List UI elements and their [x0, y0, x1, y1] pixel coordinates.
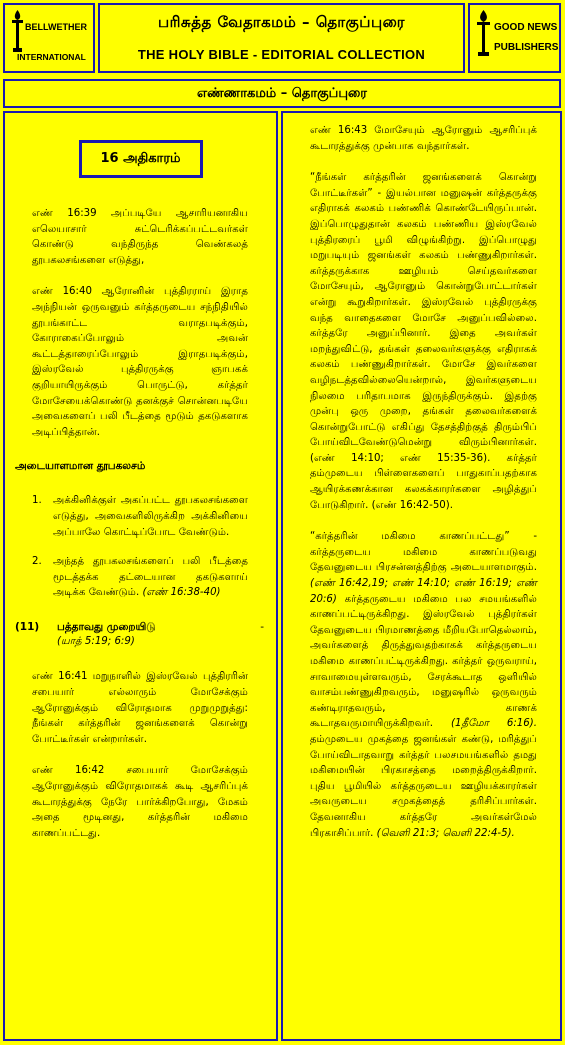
- right-para-2-ref: (எண் 14:10; எண் 15:35-36).: [310, 452, 491, 464]
- bellwether-line1: BELLWETHER: [25, 22, 87, 32]
- good-news-line1: GOOD NEWS: [493, 22, 557, 33]
- list-num: 2.: [32, 556, 42, 568]
- right-para-3c-text: தம்முடைய முகத்தை ஜனங்கள் கண்டு, மரித்துப் போய்விடாதவாறு கர்த்தர் பலசமயங்களில் தமது மகிமையின் பிரகாசத்தை மறைத்திருக்கிறார். புதிய பூமியில் கர்த்தருடைய ஊழியக்காரர்கள் அவருடைய சமுகத்தைத் தரிசிப்பார்கள். தேவனாகிய கர்த்தரே அவர்கள்மேல் பிரகாசிப்பார்.: [310, 733, 537, 839]
- left-para-4: எண் 16:42 சபையார் மோசேக்கும் ஆரோனுக்கும் விரோதமாகக் கூடி ஆசரிப்புக் கூடாரத்துக்கு நேரே பார்க்கிறபோது, மேகம் அதை மூடினது, கர்த்தரின் மகிமை காணப்பட்டது.: [32, 765, 248, 839]
- title-english: THE HOLY BIBLE - EDITORIAL COLLECTION: [137, 47, 426, 62]
- bellwether-logo: [3, 3, 95, 73]
- right-column: [281, 111, 562, 1041]
- list-text-body: அந்தத் தூபகலசங்களைப் பலி பீடத்தை மூடத்தக்க தட்டையான தகடுகளாய் அடிக்க வேண்டும்.: [53, 556, 248, 599]
- list-item: [5, 493, 276, 540]
- right-para-3b-ref: (1தீமோ 6:16).: [451, 718, 537, 730]
- title-tamil: பரிசுத்த வேதாகமம் – தொகுப்புரை: [157, 13, 406, 31]
- header: [0, 0, 565, 76]
- right-para-2b-ref: (எண் 16:42-50).: [371, 499, 453, 511]
- section-11-dash: -: [260, 620, 264, 633]
- title-box: [98, 3, 465, 73]
- right-para-1: எண் 16:43 மோசேயும் ஆரோனும் ஆசரிப்புக் கூடாரத்துக்கு முன்பாக வந்தார்கள்.: [310, 125, 537, 152]
- section-11-title: பத்தாவது முறையிடு: [57, 620, 156, 633]
- left-para-2: எண் 16:40 ஆரோனின் புத்திரராய் இராத அந்நியன் ஒருவனும் கர்த்தருடைய சந்நிதியில் தூபங்காட்ட வராதபடிக்கும், கோராகைப்போலும் அவன் கூட்டத்தாரைப்போலும் இராதபடிக்கும், இஸ்ரவேல் புத்திரருக்கு ஞாபகக் குறியாயிருக்கும் பொருட்டு, கர்த்தர் மோசேயைக்கொண்டு தனக்குச் சொன்னபடியே அவைகளைப் பலி பீடத்தை மூடும் தகடுகளாக அடிப்பித்தான்.: [32, 286, 248, 438]
- good-news-torch-icon: [472, 8, 558, 68]
- right-para-3c-ref: (வெளி 21:3; வெளி 22:4-5).: [376, 827, 515, 839]
- chapter-title: 16 அதிகாரம்: [79, 140, 203, 178]
- section-11: [5, 621, 276, 650]
- list-item: [5, 554, 276, 601]
- left-para-3: எண் 16:41 மறுநாளில் இஸ்ரவேல் புத்திரரின் சபையார் எல்லாரும் மோசேக்கும் ஆரோனுக்கும் விரோதமாக முறுமுறுத்து: நீங்கள் கர்த்தரின் ஜனங்களைக் கொன்று போட்டீர்கள் என்றார்கள்.: [32, 671, 248, 745]
- bellwether-torch-icon: [7, 8, 91, 68]
- subtitle: எண்ணாகமம் – தொகுப்புரை: [3, 79, 561, 108]
- section-heading: அடையாளமான தூபகலசம்: [15, 460, 146, 473]
- right-para-3-text: “கர்த்தரின் மகிமை காணப்பட்டது” - கர்த்தருடைய மகிமை காணப்படுவது தேவனுடைய பிரசன்னத்திற்கு அடையாளமாகும்.: [310, 531, 537, 574]
- section-11-ref: (யாத் 5:19; 6:9): [57, 635, 135, 647]
- left-para-1: எண் 16:39 அப்படியே ஆசாரியனாகிய எலெயாசார் சுட்டெரிக்கப்பட்டவர்கள் கொண்டு வந்திருந்த வெண்கலத் தூபகலசங்களை எடுத்து,: [32, 208, 248, 266]
- left-column: [3, 111, 278, 1041]
- right-para-3: [283, 529, 560, 841]
- good-news-logo: [468, 3, 561, 73]
- right-para-3-ref: (எண் 16:42,19; எண் 14:10; எண் 16:19; எண் 20:6): [310, 578, 537, 605]
- right-para-2: [283, 170, 560, 513]
- section-11-num: (11): [15, 620, 40, 633]
- right-para-2-text: “நீங்கள் கர்த்தரின் ஜனங்களைக் கொன்று போட்டீர்கள்” - இயல்பான மனுஷன் கர்த்தருக்கு எதிராகக் கலகம் பண்ணிக் கொண்டேயிருப்பான். இப்பொழுதுதான் கலகம் பண்ணிய இஸ்ரவேல் புத்திரரைப் பூமி விழுங்கிற்று. இப்பொழுது மறுபடியும் ஜனங்கள் கலகம் பண்ணுகிறார்கள். கர்த்தருக்காக ஊழியம் செய்தவர்களை மோசேயும், ஆரோனும் கொன்றுபோட்டார்கள் என்று கூறுகிறார்கள். இஸ்ரவேல் புத்திரருக்கு வந்த வாதைகளை மோசே அனுப்பவில்லை. கர்த்தரே அனுப்பினார். இதை அவர்கள் மறந்துவிட்டு, தங்கள் தலைவர்களுக்கு எதிராகக் கலகம் பண்ணுகிறார்கள். மோசே இவர்களை வழிநடத்தவில்லையென்றால், இவர்களுடைய நிலமை பரிதாபமாக இருந்திருக்கும். இதற்கு முன்பு ஒரு முறை, தங்கள் தலைவர்களைக் கொன்றுபோட்டு எகிப்து தேசத்திற்குத் திரும்பிப் போய்விடவேண்டுமென்று விரும்பினார்கள்.: [310, 172, 537, 449]
- good-news-line2: PUBLISHERS: [493, 42, 558, 53]
- bellwether-line2: INTERNATIONAL: [17, 52, 86, 62]
- list: [5, 493, 276, 601]
- list-num: 1.: [32, 495, 42, 507]
- list-text: அக்கினிக்குள் அகப்பட்ட தூபகலசங்களை எடுத்து, அவைகளிலிருக்கிற அக்கினியை அப்பாலே கொட்டிப்போட வேண்டும்.: [53, 495, 248, 538]
- right-para-2b-text: கர்த்தர் தம்முடைய பிள்ளைகளைப் பாதுகாப்பதற்காக ஆயிரக்கணக்கான கலகக்காரர்களை அழித்துப் போடுகிறார்.: [310, 452, 537, 511]
- list-ref: (எண் 16:38-40): [142, 587, 221, 599]
- right-para-3b-text: கர்த்தருடைய மகிமை பல சமயங்களில் காணப்பட்டிருக்கிறது. இஸ்ரவேல் புத்திரர்கள் தேவனுடைய பிரமாணத்தை மீறியபோதெல்லாம், அவர்களைத் திருத்துவதற்காகக் கர்த்தருடைய மகிமை காணப்பட்டிருக்கிறது. கர்த்தர் ஒருவராய், சாவாமையுள்ளவரும், சேரக்கூடாத ஒளியில் வாசம்பண்ணுகிறவரும், மனுஷரில் ஒருவரும் கண்டிராதவரும், காணக் கூடாதவருமாயிருக்கிறவர்.: [310, 593, 538, 730]
- list-text: [53, 554, 276, 601]
